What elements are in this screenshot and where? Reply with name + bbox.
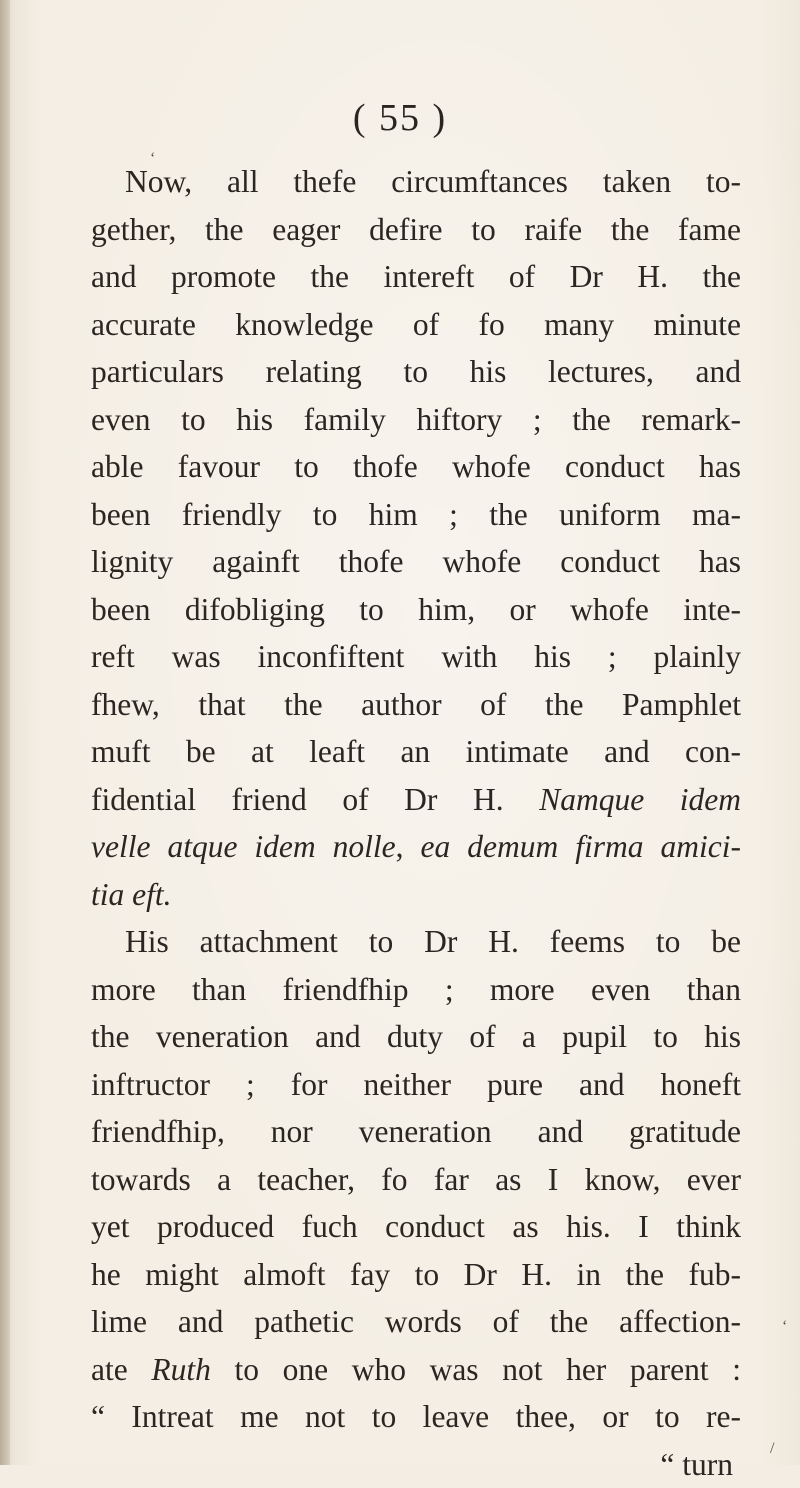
text-line: friendfhip, nor veneration and gratitude <box>91 1108 741 1156</box>
text-line: lignity againft thofe whofe conduct has <box>91 538 741 586</box>
page-number: ( 55 ) <box>0 96 800 140</box>
text-line <box>91 823 741 871</box>
text-line: lime and pathetic words of the affection- <box>91 1298 741 1346</box>
text-line: inftructor ; for neither pure and honeft <box>91 1061 741 1109</box>
text-line: towards a teacher, fo far as I know, ever <box>91 1156 741 1204</box>
text-line: His attachment to Dr H. feems to be <box>91 918 741 966</box>
ink-speck-mark: ʻ <box>782 1318 787 1336</box>
text-fragment: ate <box>91 1352 151 1387</box>
catchword: “ turn <box>91 1441 741 1488</box>
text-line: the veneration and duty of a pupil to his <box>91 1013 741 1061</box>
text-line: able favour to thofe whofe conduct has <box>91 443 741 491</box>
text-fragment: , <box>396 829 421 864</box>
body-text <box>91 158 741 1488</box>
page-gutter-edge <box>0 0 10 1465</box>
text-line <box>91 871 741 919</box>
text-line: and promote the intereft of Dr H. the <box>91 253 741 301</box>
ink-speck-mark: ʻ <box>150 150 155 168</box>
text-line: he might almoft fay to Dr H. in the fub- <box>91 1251 741 1299</box>
text-line: yet produced fuch conduct as his. I think <box>91 1203 741 1251</box>
name-ruth: Ruth <box>151 1352 211 1387</box>
text-line: muft be at leaft an intimate and con- <box>91 728 741 776</box>
text-line: accurate knowledge of fo many minute <box>91 301 741 349</box>
latin-quote: ea demum firma amici- <box>421 829 741 864</box>
latin-quote: Namque idem <box>539 782 741 817</box>
text-line: gether, the eager defire to raife the fame <box>91 206 741 254</box>
text-line <box>91 776 741 824</box>
text-line: even to his family hiftory ; the remark- <box>91 396 741 444</box>
text-fragment: fidential friend of Dr H. <box>91 782 504 817</box>
text-line: been difobliging to him, or whofe inte- <box>91 586 741 634</box>
text-line: more than friendfhip ; more even than <box>91 966 741 1014</box>
text-line <box>91 1346 741 1394</box>
text-fragment: to one who was not her parent : <box>211 1352 741 1387</box>
latin-quote: velle atque idem nolle <box>91 829 396 864</box>
text-line: fhew, that the author of the Pamphlet <box>91 681 741 729</box>
latin-quote: tia eft. <box>91 877 172 912</box>
text-line: Now, all thefe circumftances taken to- <box>91 158 741 206</box>
text-line: been friendly to him ; the uniform ma- <box>91 491 741 539</box>
ink-speck-mark: / <box>770 1440 774 1458</box>
text-line: reft was inconfiftent with his ; plainly <box>91 633 741 681</box>
text-line: “ Intreat me not to leave thee, or to re- <box>91 1393 741 1441</box>
text-line: particulars relating to his lectures, and <box>91 348 741 396</box>
